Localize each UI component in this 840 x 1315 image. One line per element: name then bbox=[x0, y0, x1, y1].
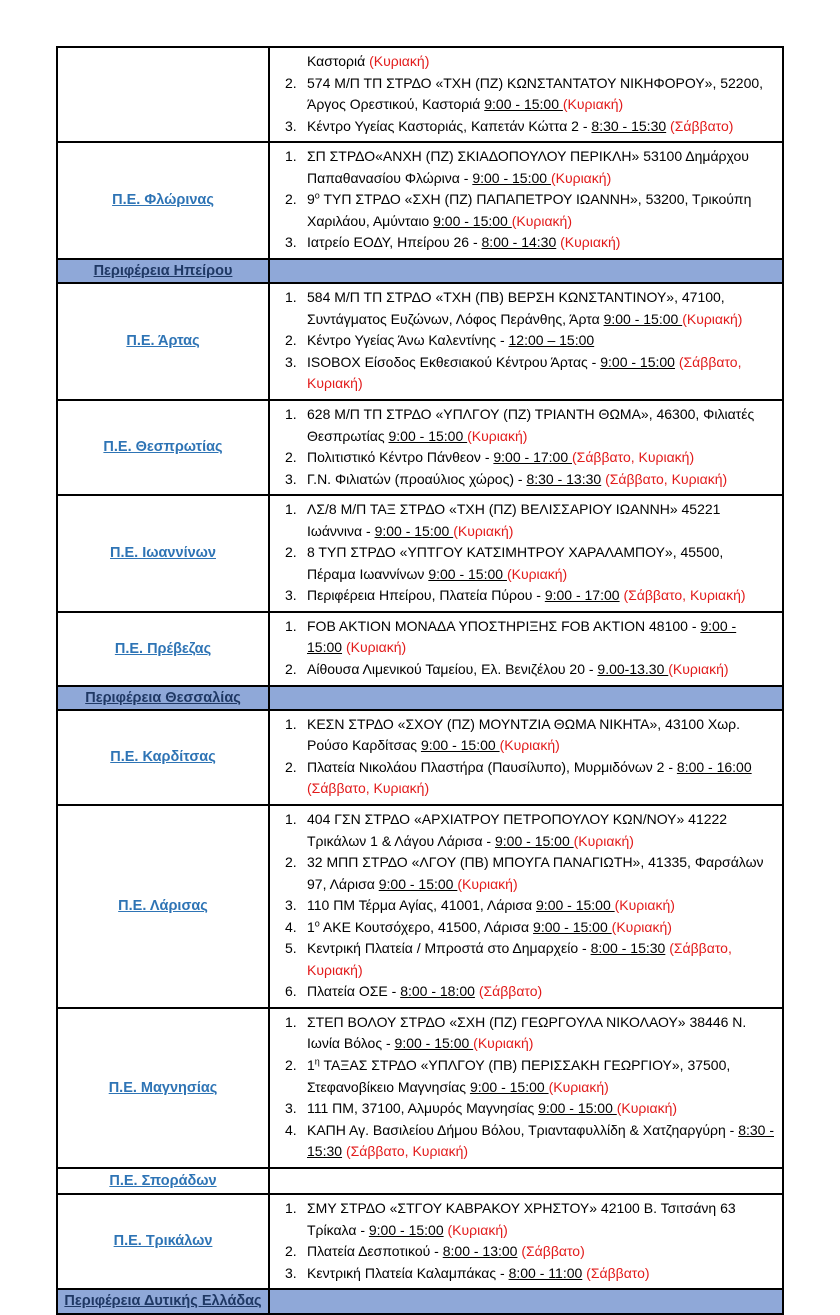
unit-label-link[interactable]: Π.Ε. Φλώρινας bbox=[112, 192, 214, 209]
location-name-text: ΑΚΕ Κουτσόχερο, 41500, Λάρισα bbox=[319, 918, 534, 935]
location-text bbox=[307, 616, 778, 659]
locations-list-cell bbox=[270, 284, 782, 399]
location-list-item bbox=[270, 1120, 778, 1163]
opening-hours-text: 8:30 - 13:30 bbox=[526, 470, 602, 487]
list-item-number: 4. bbox=[285, 1121, 297, 1138]
opening-hours-text: 9.00-13.30 bbox=[597, 660, 669, 677]
location-list-item bbox=[270, 809, 778, 852]
unit-label-link[interactable]: Π.Ε. Θεσπρωτίας bbox=[103, 439, 223, 456]
regional-unit-row bbox=[58, 48, 782, 141]
location-text bbox=[307, 73, 778, 116]
region-band-empty-cell bbox=[270, 260, 782, 282]
location-name-text: ΛΣ/8 Μ/Π ΤΑΞ ΣΤΡΔΟ «ΤΧΗ (ΠΖ) ΒΕΛΙΣΣΑΡΙΟΥ ΙΩΑΝΝΗ» 45221 Ιωάννινα - bbox=[307, 501, 721, 539]
unit-label-cell bbox=[58, 284, 270, 399]
location-name-text: ΤΥΠ ΣΤΡΔΟ «ΣΧΗ (ΠΖ) ΠΑΠΑΠΕΤΡΟΥ ΙΩΑΝΝΗ», 53200, Τρικούπη Χαριλάου, Αμύνταιο bbox=[307, 191, 752, 229]
regional-unit-row bbox=[58, 1007, 782, 1167]
opening-hours-text: 9:00 - 15:00 bbox=[538, 1100, 617, 1117]
location-name-text: 9 bbox=[307, 191, 315, 208]
location-list-item bbox=[270, 404, 778, 447]
day-note-text: (Κυριακή) bbox=[499, 737, 560, 754]
region-title-link[interactable]: Περιφέρεια Ηπείρου bbox=[93, 262, 233, 279]
location-text bbox=[307, 189, 778, 232]
location-text bbox=[307, 757, 778, 800]
location-text bbox=[307, 852, 778, 895]
list-item-number: 4. bbox=[285, 918, 297, 935]
unit-label-link[interactable]: Π.Ε. Λάρισας bbox=[118, 898, 208, 915]
opening-hours-text: 8:00 - 15:30 bbox=[590, 940, 666, 957]
unit-label-cell bbox=[58, 143, 270, 258]
opening-hours-text: 8:30 - 15:30 bbox=[591, 117, 667, 134]
location-name-text: ΣΜΥ ΣΤΡΔΟ «ΣΤΓΟΥ ΚΑΒΡΑΚΟΥ ΧΡΗΣΤΟΥ» 42100 Β. Τσιτσάνη 63 Τρίκαλα - bbox=[307, 1200, 736, 1238]
location-text bbox=[307, 659, 778, 681]
list-item-number: 3. bbox=[285, 470, 297, 487]
location-name-text: Αίθουσα Λιμενικού Ταμείου, Ελ. Βενιζέλου 20 - bbox=[307, 660, 598, 677]
opening-hours-text: 9:00 - 15:00 bbox=[495, 832, 574, 849]
regional-unit-row bbox=[58, 709, 782, 804]
locations-list-cell bbox=[270, 1009, 782, 1167]
opening-hours-text: 9:00 - 17:00 bbox=[493, 449, 572, 466]
location-text bbox=[307, 499, 778, 542]
location-name-text: 1 bbox=[307, 918, 315, 935]
unit-label-cell bbox=[58, 613, 270, 685]
unit-label-link[interactable]: Π.Ε. Καρδίτσας bbox=[110, 749, 216, 766]
unit-label-link[interactable]: Π.Ε. Σποράδων bbox=[109, 1172, 217, 1189]
location-text bbox=[307, 447, 778, 469]
unit-label-cell bbox=[58, 48, 270, 141]
unit-label-link[interactable]: Π.Ε. Μαγνησίας bbox=[108, 1079, 218, 1096]
list-item-number: 1. bbox=[285, 811, 297, 827]
opening-hours-text: 9:00 - 15:00 bbox=[420, 737, 500, 754]
location-name-text: Κέντρο Υγείας Άνω Καλεντίνης - bbox=[307, 332, 509, 349]
location-text bbox=[307, 1120, 778, 1163]
day-note-text: (Κυριακή) bbox=[506, 565, 568, 582]
location-list-item bbox=[270, 852, 778, 895]
location-text bbox=[307, 51, 778, 73]
location-name-text: Πλατεία ΟΣΕ - bbox=[307, 983, 401, 1000]
location-name-text: Πολιτιστικό Κέντρο Πάνθεον - bbox=[307, 449, 494, 466]
locations-list-cell bbox=[270, 143, 782, 258]
unit-label-link[interactable]: Π.Ε. Ιωαννίνων bbox=[110, 545, 216, 562]
list-item-number: 2. bbox=[285, 1057, 297, 1074]
location-list-item bbox=[270, 542, 778, 585]
location-text bbox=[307, 542, 778, 585]
day-note-text: (Σάββατο) bbox=[478, 983, 543, 1000]
location-text bbox=[307, 469, 778, 491]
list-item-number: 6. bbox=[285, 983, 297, 1000]
opening-hours-text: 8:30 - 15:30 bbox=[307, 1121, 774, 1160]
location-list-item bbox=[270, 146, 778, 189]
location-list-item bbox=[270, 714, 778, 757]
unit-label-link[interactable]: Π.Ε. Τρικάλων bbox=[113, 1233, 213, 1250]
list-item-number: 1. bbox=[285, 1013, 297, 1030]
day-note-text: (Κυριακή) bbox=[560, 234, 621, 251]
list-item-number: 1. bbox=[285, 501, 297, 518]
regional-unit-row bbox=[58, 494, 782, 611]
day-note-text: (Σάββατο, Κυριακή) bbox=[307, 353, 742, 392]
day-note-text: (Κυριακή) bbox=[345, 639, 407, 656]
opening-hours-text: 9:00 - 15:00 bbox=[533, 918, 612, 935]
location-text bbox=[307, 1055, 778, 1098]
unit-label-cell bbox=[58, 1195, 270, 1288]
day-note-text: (Κυριακή) bbox=[668, 660, 729, 677]
opening-hours-text: 9:00 - 15:00 bbox=[307, 617, 737, 656]
day-note-text: (Κυριακή) bbox=[573, 832, 634, 849]
list-item-number: 1. bbox=[285, 289, 297, 306]
locations-list-cell bbox=[270, 48, 782, 141]
day-note-text: (Κυριακή) bbox=[473, 1035, 534, 1052]
day-note-text: (Κυριακή) bbox=[548, 1078, 609, 1095]
region-band-empty-cell bbox=[270, 687, 782, 709]
list-item-number: 1. bbox=[285, 148, 297, 165]
region-band-empty-cell bbox=[270, 1290, 782, 1312]
location-text bbox=[307, 330, 778, 352]
region-band-title-cell bbox=[58, 1290, 270, 1312]
opening-hours-text: 9:00 - 15:00 bbox=[603, 310, 683, 327]
locations-list-cell bbox=[270, 806, 782, 1007]
location-text bbox=[307, 714, 778, 757]
location-name-text: FOB AKTION ΜΟΝΑΔΑ ΥΠΟΣΤΗΡΙΞΗΣ FOB AKTION 48100 - bbox=[307, 617, 701, 634]
location-name-text: ISOBOX Είσοδος Εκθεσιακού Κέντρου Άρτας - bbox=[307, 353, 601, 370]
opening-hours-text: 9:00 - 15:00 bbox=[600, 353, 675, 370]
locations-list-cell bbox=[270, 613, 782, 685]
list-item-number: 2. bbox=[285, 758, 297, 775]
location-name-text: 1 bbox=[307, 1057, 315, 1074]
location-list-item bbox=[270, 1263, 778, 1285]
opening-hours-text: 9:00 - 15:00 bbox=[428, 565, 507, 582]
day-note-text: (Σάββατο, Κυριακή) bbox=[605, 470, 728, 487]
location-text bbox=[307, 917, 778, 939]
list-item-number: 2. bbox=[285, 1243, 297, 1260]
day-note-text: (Κυριακή) bbox=[550, 169, 612, 186]
opening-hours-text: 8:00 - 16:00 bbox=[676, 758, 752, 775]
opening-hours-text: 9:00 - 15:00 bbox=[536, 897, 615, 914]
day-note-text: (Κυριακή) bbox=[562, 96, 624, 113]
location-name-text: 404 ΓΣΝ ΣΤΡΔΟ «ΑΡΧΙΑΤΡΟΥ ΠΕΤΡΟΠΟΥΛΟΥ ΚΩΝ/ΝΟΥ» 41222 Τρικάλων 1 & Λάγου Λάρισα - bbox=[307, 811, 728, 849]
day-note-text: (Κυριακή) bbox=[611, 918, 672, 935]
unit-label-cell bbox=[58, 1169, 270, 1193]
opening-hours-text: 9:00 - 15:00 bbox=[484, 96, 563, 113]
location-list-item bbox=[270, 51, 778, 73]
location-text bbox=[307, 1098, 778, 1120]
list-item-number: 3. bbox=[285, 117, 297, 134]
opening-hours-text: 8:00 - 18:00 bbox=[400, 983, 475, 1000]
opening-hours-text: 9:00 - 15:00 bbox=[378, 875, 458, 892]
day-note-text: (Κυριακή) bbox=[457, 875, 518, 892]
unit-label-cell bbox=[58, 496, 270, 611]
location-list-item bbox=[270, 1055, 778, 1098]
locations-list-cell bbox=[270, 711, 782, 804]
location-name-text: 8 ΤΥΠ ΣΤΡΔΟ «ΥΠΤΓΟΥ ΚΑΤΣΙΜΗΤΡΟΥ ΧΑΡΑΛΑΜΠΟΥ», 45500, Πέραμα Ιωαννίνων bbox=[307, 544, 724, 582]
location-name-text: Καστοριά bbox=[307, 53, 370, 69]
location-list-item bbox=[270, 1198, 778, 1241]
region-band-title-cell bbox=[58, 687, 270, 709]
list-item-number: 3. bbox=[285, 234, 297, 251]
regional-unit-row bbox=[58, 1193, 782, 1288]
superscript-text: η bbox=[314, 1056, 320, 1067]
list-item-number: 2. bbox=[285, 544, 297, 561]
day-note-text: (Κυριακή) bbox=[616, 1100, 678, 1117]
superscript-text: ο bbox=[314, 190, 320, 201]
day-note-text: (Σάββατο) bbox=[586, 1264, 650, 1281]
day-note-text: (Κυριακή) bbox=[369, 53, 430, 69]
location-name-text: Κέντρο Υγείας Καστοριάς, Καπετάν Κώττα 2 - bbox=[307, 117, 592, 134]
list-item-number: 3. bbox=[285, 1264, 297, 1281]
regional-unit-row bbox=[58, 282, 782, 399]
location-list-item bbox=[270, 499, 778, 542]
location-name-text: 111 ΠΜ, 37100, Αλμυρός Μαγνησίας bbox=[307, 1100, 539, 1117]
location-list-item bbox=[270, 981, 778, 1003]
location-list-item bbox=[270, 116, 778, 138]
unit-label-cell bbox=[58, 401, 270, 494]
location-list-item bbox=[270, 895, 778, 917]
location-name-text: 32 ΜΠΠ ΣΤΡΔΟ «ΛΓΟΥ (ΠΒ) ΜΠΟΥΓΑ ΠΑΝΑΓΙΩΤΗ», 41335, Φαρσάλων 97, Λάρισα bbox=[307, 854, 764, 892]
day-note-text: (Σάββατο, Κυριακή) bbox=[307, 940, 732, 978]
location-name-text: Ιατρείο ΕΟΔΥ, Ηπείρου 26 - bbox=[307, 234, 482, 251]
location-name-text: 584 Μ/Π ΤΠ ΣΤΡΔΟ «ΤΧΗ (ΠΒ) ΒΕΡΣΗ ΚΩΝΣΤΑΝΤΙΝΟΥ», 47100, Συντάγματος Ευζώνων, Λόφος Περάνθης, Άρτα bbox=[307, 289, 725, 327]
location-list-item bbox=[270, 1012, 778, 1055]
location-text bbox=[307, 232, 778, 254]
locations-list-cell bbox=[270, 1195, 782, 1288]
opening-hours-text: 9:00 - 15:00 bbox=[388, 427, 468, 444]
location-list-item bbox=[270, 469, 778, 491]
list-item-number: 1. bbox=[285, 715, 297, 732]
location-name-text: ΚΕΣΝ ΣΤΡΔΟ «ΣΧΟΥ (ΠΖ) ΜΟΥΝΤΖΙΑ ΘΩΜΑ ΝΙΚΗΤΑ», 43100 Χωρ. Ρούσο Καρδίτσας bbox=[307, 715, 741, 754]
list-item-number: 2. bbox=[285, 660, 297, 677]
opening-hours-text: 9:00 - 15:00 bbox=[368, 1221, 444, 1238]
list-item-number: 5. bbox=[285, 940, 297, 957]
location-list-item bbox=[270, 585, 778, 607]
list-item-number: 1. bbox=[285, 405, 297, 422]
list-item-number: 3. bbox=[285, 587, 297, 604]
location-list-item bbox=[270, 938, 778, 981]
list-item-number: 2. bbox=[285, 854, 297, 871]
opening-hours-text: 9:00 - 15:00 bbox=[374, 522, 454, 539]
location-list-item bbox=[270, 73, 778, 116]
day-note-text: (Κυριακή) bbox=[447, 1221, 508, 1238]
location-text bbox=[307, 1012, 778, 1055]
locations-list-cell bbox=[270, 496, 782, 611]
location-list-item bbox=[270, 232, 778, 254]
region-title-link[interactable]: Περιφέρεια Θεσσαλίας bbox=[85, 689, 241, 706]
location-name-text: Κεντρική Πλατεία Καλαμπάκας - bbox=[307, 1264, 509, 1281]
opening-hours-text: 8:00 - 13:00 bbox=[442, 1243, 518, 1260]
day-note-text: (Σάββατο, Κυριακή) bbox=[307, 780, 430, 797]
location-text bbox=[307, 895, 778, 917]
day-note-text: (Σάββατο, Κυριακή) bbox=[572, 449, 695, 466]
superscript-text: ο bbox=[314, 918, 320, 929]
location-name-text: ΚΑΠΗ Αγ. Βασιλείου Δήμου Βόλου, Τριανταφυλλίδη & Χατζηαργύρη - bbox=[307, 1121, 739, 1138]
day-note-text: (Κυριακή) bbox=[467, 427, 528, 444]
region-band-title-cell bbox=[58, 260, 270, 282]
location-text bbox=[307, 981, 778, 1003]
list-item-number: 3. bbox=[285, 353, 297, 370]
unit-label-link[interactable]: Π.Ε. Πρέβεζας bbox=[114, 640, 212, 657]
locations-list-cell bbox=[270, 401, 782, 494]
location-list-item bbox=[270, 917, 778, 939]
location-text bbox=[307, 585, 778, 607]
location-list-item bbox=[270, 659, 778, 681]
location-name-text: Κεντρική Πλατεία / Μπροστά στο Δημαρχείο - bbox=[307, 940, 591, 957]
region-band-row bbox=[58, 1288, 782, 1312]
opening-hours-text: 9:00 - 17:00 bbox=[544, 587, 620, 604]
location-name-text: 628 Μ/Π ΤΠ ΣΤΡΔΟ «ΥΠΛΓΟΥ (ΠΖ) ΤΡΙΑΝΤΗ ΘΩΜΑ», 46300, Φιλιατές Θεσπρωτίας bbox=[307, 405, 755, 444]
region-band-row bbox=[58, 685, 782, 709]
day-note-text: (Κυριακή) bbox=[453, 522, 514, 539]
location-name-text: ΣΠ ΣΤΡΔΟ«ΑΝΧΗ (ΠΖ) ΣΚΙΑΔΟΠΟΥΛΟΥ ΠΕΡΙΚΛΗ» 53100 Δημάρχου Παπαθανασίου Φλώρινα - bbox=[307, 148, 749, 186]
day-note-text: (Κυριακή) bbox=[682, 310, 743, 327]
list-item-number: 2. bbox=[285, 332, 297, 349]
day-note-text: (Σάββατο, Κυριακή) bbox=[345, 1143, 469, 1160]
location-text bbox=[307, 809, 778, 852]
location-list-item bbox=[270, 616, 778, 659]
day-note-text: (Σάββατο, Κυριακή) bbox=[623, 587, 746, 604]
day-note-text: (Κυριακή) bbox=[511, 212, 573, 229]
unit-label-cell bbox=[58, 1009, 270, 1167]
opening-hours-text: 8:00 - 14:30 bbox=[481, 234, 557, 251]
list-item-number: 1. bbox=[285, 1200, 297, 1217]
location-text bbox=[307, 1263, 778, 1285]
location-list-item bbox=[270, 189, 778, 232]
location-list-item bbox=[270, 1241, 778, 1263]
location-list-item bbox=[270, 287, 778, 330]
opening-hours-text: 9:00 - 15:00 bbox=[394, 1035, 474, 1052]
location-list-item bbox=[270, 1098, 778, 1120]
day-note-text: (Σάββατο) bbox=[670, 117, 734, 134]
location-text bbox=[307, 116, 778, 138]
location-text bbox=[307, 938, 778, 981]
locations-table bbox=[56, 46, 784, 1315]
location-text bbox=[307, 1198, 778, 1241]
location-list-item bbox=[270, 757, 778, 800]
list-item-number: 2. bbox=[285, 191, 297, 208]
list-item-number: 3. bbox=[285, 897, 297, 914]
day-note-text: (Κυριακή) bbox=[614, 897, 675, 914]
location-name-text: Περιφέρεια Ηπείρου, Πλατεία Πύρου - bbox=[307, 587, 545, 604]
opening-hours-text: 9:00 - 15:00 bbox=[433, 212, 512, 229]
opening-hours-text: 12:00 – 15:00 bbox=[508, 332, 595, 349]
regional-unit-row bbox=[58, 611, 782, 685]
list-item-number: 1. bbox=[285, 617, 297, 634]
list-item-number: 2. bbox=[285, 449, 297, 466]
location-list-item bbox=[270, 330, 778, 352]
location-list-item bbox=[270, 447, 778, 469]
opening-hours-text: 8:00 - 11:00 bbox=[508, 1264, 583, 1281]
location-name-text: ΤΑΞΑΣ ΣΤΡΔΟ «ΥΠΛΓΟΥ (ΠΒ) ΠΕΡΙΣΣΑΚΗ ΓΕΩΡΓΙΟΥ», 37500, Στεφανοβίκειο Μαγνησίας bbox=[307, 1057, 731, 1095]
location-text bbox=[307, 352, 778, 395]
unit-label-cell bbox=[58, 711, 270, 804]
locations-list-cell bbox=[270, 1169, 782, 1193]
regional-unit-row bbox=[58, 141, 782, 258]
regional-unit-row bbox=[58, 1167, 782, 1193]
location-text bbox=[307, 287, 778, 330]
regional-unit-row bbox=[58, 399, 782, 494]
location-name-text: Πλατεία Δεσποτικού - bbox=[307, 1243, 443, 1260]
location-name-text: 574 Μ/Π ΤΠ ΣΤΡΔΟ «ΤΧΗ (ΠΖ) ΚΩΝΣΤΑΝΤΑΤΟΥ ΝΙΚΗΦΟΡΟΥ», 52200, Άργος Ορεστικού, Καστοριά bbox=[307, 74, 764, 113]
list-item-number: 3. bbox=[285, 1100, 297, 1117]
day-note-text: (Σάββατο) bbox=[521, 1243, 585, 1260]
unit-label-link[interactable]: Π.Ε. Άρτας bbox=[126, 333, 200, 350]
list-item-number bbox=[285, 51, 307, 73]
location-name-text: Γ.Ν. Φιλιατών (προαύλιος χώρος) - bbox=[307, 470, 527, 487]
unit-label-cell bbox=[58, 806, 270, 1007]
location-list-item bbox=[270, 352, 778, 395]
list-item-number: 2. bbox=[285, 74, 297, 91]
location-name-text: 110 ΠΜ Τέρμα Αγίας, 41001, Λάρισα bbox=[307, 897, 537, 914]
opening-hours-text: 9:00 - 15:00 bbox=[472, 169, 551, 186]
location-text bbox=[307, 1241, 778, 1263]
regional-unit-row bbox=[58, 804, 782, 1007]
region-title-link[interactable]: Περιφέρεια Δυτικής Ελλάδας bbox=[64, 1293, 262, 1310]
opening-hours-text: 9:00 - 15:00 bbox=[469, 1078, 549, 1095]
location-name-text: Πλατεία Νικολάου Πλαστήρα (Παυσίλυπο), Μυρμιδόνων 2 - bbox=[307, 758, 677, 775]
location-text bbox=[307, 146, 778, 189]
location-text bbox=[307, 404, 778, 447]
region-band-row bbox=[58, 258, 782, 282]
location-name-text: ΣΤΕΠ ΒΟΛΟΥ ΣΤΡΔΟ «ΣΧΗ (ΠΖ) ΓΕΩΡΓΟΥΛΑ ΝΙΚΟΛΑΟΥ» 38446 Ν. Ιωνία Βόλος - bbox=[307, 1013, 747, 1052]
